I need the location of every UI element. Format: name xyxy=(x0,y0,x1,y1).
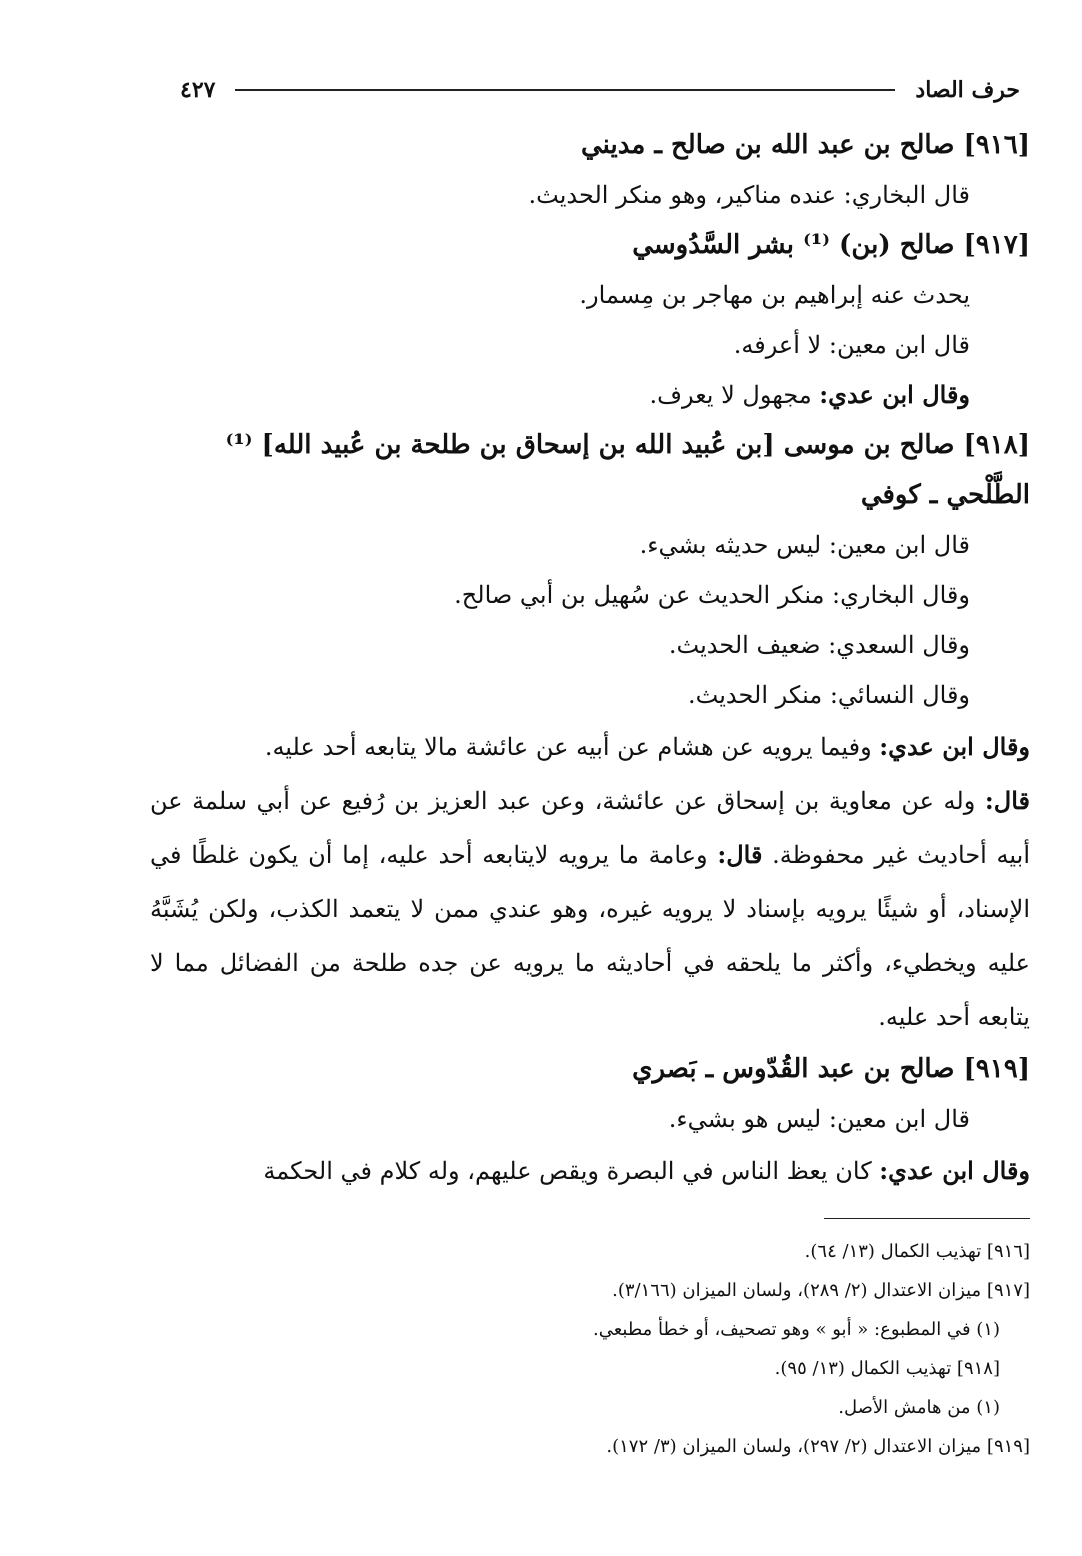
quote-label: وقال ابن عدي: xyxy=(879,732,1030,761)
quote-text: مجهول لا يعرف. xyxy=(649,381,820,409)
entry-line xyxy=(150,370,1030,420)
footnote: [٩١٩] ميزان الاعتدال (٢/ ٢٩٧)، ولسان الميزان (٣/ ١٧٢). xyxy=(606,1436,1030,1457)
entry-paragraph xyxy=(150,774,1030,1044)
footnote: [٩١٦] تهذيب الكمال (١٣/ ٦٤). xyxy=(804,1241,1030,1262)
footnote-rule xyxy=(824,1218,1030,1219)
footnote: [٩١٨] تهذيب الكمال (١٣/ ٩٥). xyxy=(774,1358,1000,1379)
page-number: ٤٢٧ xyxy=(180,77,216,103)
entry-line: قال ابن معين: ليس هو بشيء. xyxy=(668,1105,970,1133)
main-text xyxy=(150,120,1030,1198)
quote-label: قال: xyxy=(717,840,763,869)
footnote: (١) في المطبوع: « أبو » وهو تصحيف، أو خطأ مطبعي. xyxy=(593,1319,1000,1340)
entry-line: قال البخاري: عنده مناكير، وهو منكر الحديث. xyxy=(528,181,970,209)
quote-label: وقال ابن عدي: xyxy=(819,380,970,409)
entry-heading-918: [٩١٨] صالح بن موسى [بن عُبيد الله بن إسحاق بن طلحة بن عُبيد الله] ⁽¹⁾ الطَّلْحي ـ كوفي xyxy=(225,430,1030,510)
header-rule xyxy=(235,89,895,91)
entry-line: قال ابن معين: ليس حديثه بشيء. xyxy=(639,531,970,559)
entry-line: يحدث عنه إبراهيم بن مهاجر بن مِسمار. xyxy=(579,281,970,309)
entry-line: قال ابن معين: لا أعرفه. xyxy=(733,331,970,359)
quote-text: كان يعظ الناس في البصرة ويقص عليهم، وله كلام في الحكمة xyxy=(263,1157,880,1185)
entry-heading-917: [٩١٧] صالح (بن) ⁽¹⁾ بشر السَّدُوسي xyxy=(632,230,1030,260)
entry-line: وقال السعدي: ضعيف الحديث. xyxy=(668,631,970,659)
footnote: [٩١٧] ميزان الاعتدال (٢/ ٢٨٩)، ولسان الميزان (٣/١٦٦). xyxy=(612,1280,1030,1301)
footnotes xyxy=(150,1232,1030,1466)
entry-line: وقال النسائي: منكر الحديث. xyxy=(688,681,970,709)
entry-line: وقال البخاري: منكر الحديث عن سُهيل بن أبي صالح. xyxy=(454,581,970,609)
quote-label: قال: xyxy=(984,786,1030,815)
running-title: حرف الصاد xyxy=(915,77,1020,103)
footnote: (١) من هامش الأصل. xyxy=(838,1397,1000,1418)
entry-paragraph xyxy=(150,1144,1030,1198)
entry-heading-919: [٩١٩] صالح بن عبد القُدّوس ـ بَصري xyxy=(632,1054,1030,1084)
quote-text: وفيما يرويه عن هشام عن أبيه عن عائشة مالا يتابعه أحد عليه. xyxy=(264,733,880,761)
quote-text: وله عن معاوية بن إسحاق عن عائشة، وعن عبد العزيز بن رُفيع عن أبي سلمة عن أبيه أحاديث غير محفوظة. xyxy=(150,787,1030,869)
quote-text: وعامة ما يرويه لايتابعه أحد عليه، إما أن يكون غلطًا في الإسناد، أو شيئًا يرويه بإسناد لا يرويه غيره، وهو عندي ممن لا يتعمد الكذب، ولكن يُشَبَّهُ عليه ويخطيء، وأكثر ما يلحقه في أحاديثه ما يرويه عن جده طلحة من الفضائل مما لا يتابعه أحد عليه. xyxy=(150,841,1030,1031)
entry-paragraph xyxy=(150,720,1030,774)
entry-heading-916: [٩١٦] صالح بن عبد الله بن صالح ـ مديني xyxy=(580,130,1030,160)
page-header xyxy=(180,70,1020,110)
quote-label: وقال ابن عدي: xyxy=(879,1156,1030,1185)
